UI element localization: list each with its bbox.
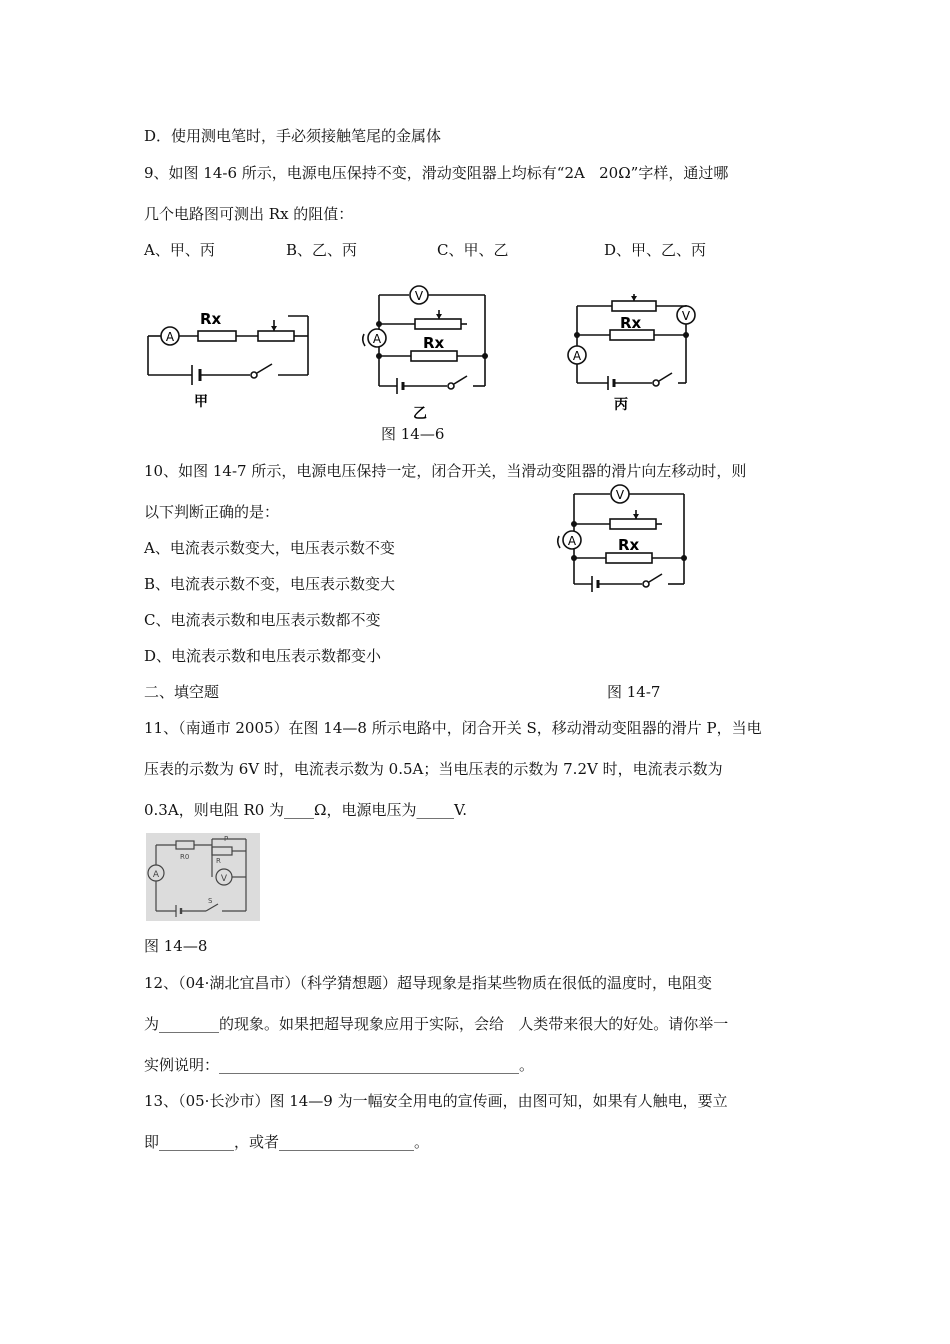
figure-14-6-caption: 图 14—6 bbox=[381, 425, 445, 443]
yi-label: 乙 bbox=[413, 406, 427, 422]
fig8-r0-label: R0 bbox=[180, 853, 190, 861]
option-d-text: D．使用测电笔时，手必须接触笔尾的金属体 bbox=[144, 127, 442, 145]
fig8-ammeter-label: A bbox=[152, 870, 160, 880]
q10-option-c: C、电流表示数和电压表示数都不变 bbox=[144, 611, 381, 629]
yi-voltmeter-label: V bbox=[414, 289, 424, 303]
circuit-bing bbox=[562, 288, 712, 413]
question-13-line-1: 13、（05·长沙市）图 14—9 为一幅安全用电的宣传画，由图可知，如果有人触电，要立 bbox=[144, 1092, 728, 1110]
q9-option-b: B、乙、丙 bbox=[286, 241, 358, 259]
question-12-line-3: 实例说明：________________________________________。 bbox=[144, 1056, 535, 1074]
q10-option-b: B、电流表示数不变，电压表示数变大 bbox=[144, 575, 396, 593]
fig8-voltmeter-label: V bbox=[220, 874, 228, 884]
bing-ammeter-label: A bbox=[572, 349, 582, 363]
q9-option-c: C、甲、乙 bbox=[437, 241, 509, 259]
question-10-line-1: 10、如图 14-7 所示，电源电压保持一定，闭合开关，当滑动变阻器的滑片向左移动时，则 bbox=[144, 462, 747, 480]
circuit-fig-14-7 bbox=[550, 480, 700, 602]
q9-option-d: D、甲、乙、丙 bbox=[604, 241, 707, 259]
circuit-yi bbox=[355, 282, 505, 422]
question-11-line-1: 11、（南通市 2005）在图 14—8 所示电路中，闭合开关 S，移动滑动变阻器的滑片 P，当电 bbox=[144, 719, 762, 737]
question-9-line-2: 几个电路图可测出 Rx 的阻值： bbox=[144, 205, 354, 223]
figure-14-8-image bbox=[146, 833, 260, 921]
bing-rx-label: Rx bbox=[620, 314, 642, 332]
question-10-line-2: 以下判断正确的是： bbox=[144, 503, 280, 521]
question-11-line-3: 0.3A，则电阻 R0 为____Ω，电源电压为_____V. bbox=[144, 801, 467, 819]
section-2-heading: 二、填空题 bbox=[144, 683, 220, 701]
question-9-line-1: 9、如图 14-6 所示，电源电压保持不变，滑动变阻器上均标有“2A 20Ω”字样，通过哪 bbox=[144, 164, 729, 182]
q10-option-a: A、电流表示数变大，电压表示数不变 bbox=[144, 539, 395, 557]
fig8-s-label: S bbox=[208, 897, 213, 905]
yi-rx-label: Rx bbox=[423, 334, 445, 352]
q10-option-d: D、电流表示数和电压表示数都变小 bbox=[144, 647, 382, 665]
q9-option-a: A、甲、丙 bbox=[144, 241, 215, 259]
fig7-ammeter-label: A bbox=[567, 534, 577, 548]
circuit-fig-14-8 bbox=[146, 833, 260, 921]
question-12-line-1: 12、（04·湖北宜昌市）（科学猜想题）超导现象是指某些物质在很低的温度时，电阻变 bbox=[144, 974, 712, 992]
fig8-p-label: P bbox=[224, 835, 229, 843]
fig7-rx-label: Rx bbox=[618, 536, 640, 554]
question-12-line-2: 为________的现象。如果把超导现象应用于实际，会给 人类带来很大的好处。请你举一 bbox=[144, 1015, 729, 1033]
fig8-r-label: R bbox=[216, 857, 221, 865]
circuit-jia bbox=[140, 298, 320, 410]
fig7-voltmeter-label: V bbox=[615, 488, 625, 502]
jia-ammeter-label: A bbox=[165, 330, 175, 344]
question-11-line-2: 压表的示数为 6V 时，电流表示数为 0.5A；当电压表的示数为 7.2V 时，电流表示数为 bbox=[144, 760, 723, 778]
jia-label: 甲 bbox=[194, 394, 208, 410]
bing-voltmeter-label: V bbox=[681, 309, 691, 323]
jia-rx-label: Rx bbox=[200, 310, 222, 328]
figure-14-8-caption: 图 14—8 bbox=[144, 937, 208, 955]
bing-label: 丙 bbox=[614, 397, 628, 413]
yi-ammeter-label: A bbox=[372, 332, 382, 346]
figure-14-7-caption: 图 14-7 bbox=[607, 683, 661, 701]
question-13-line-2: 即__________，或者__________________。 bbox=[144, 1133, 430, 1151]
